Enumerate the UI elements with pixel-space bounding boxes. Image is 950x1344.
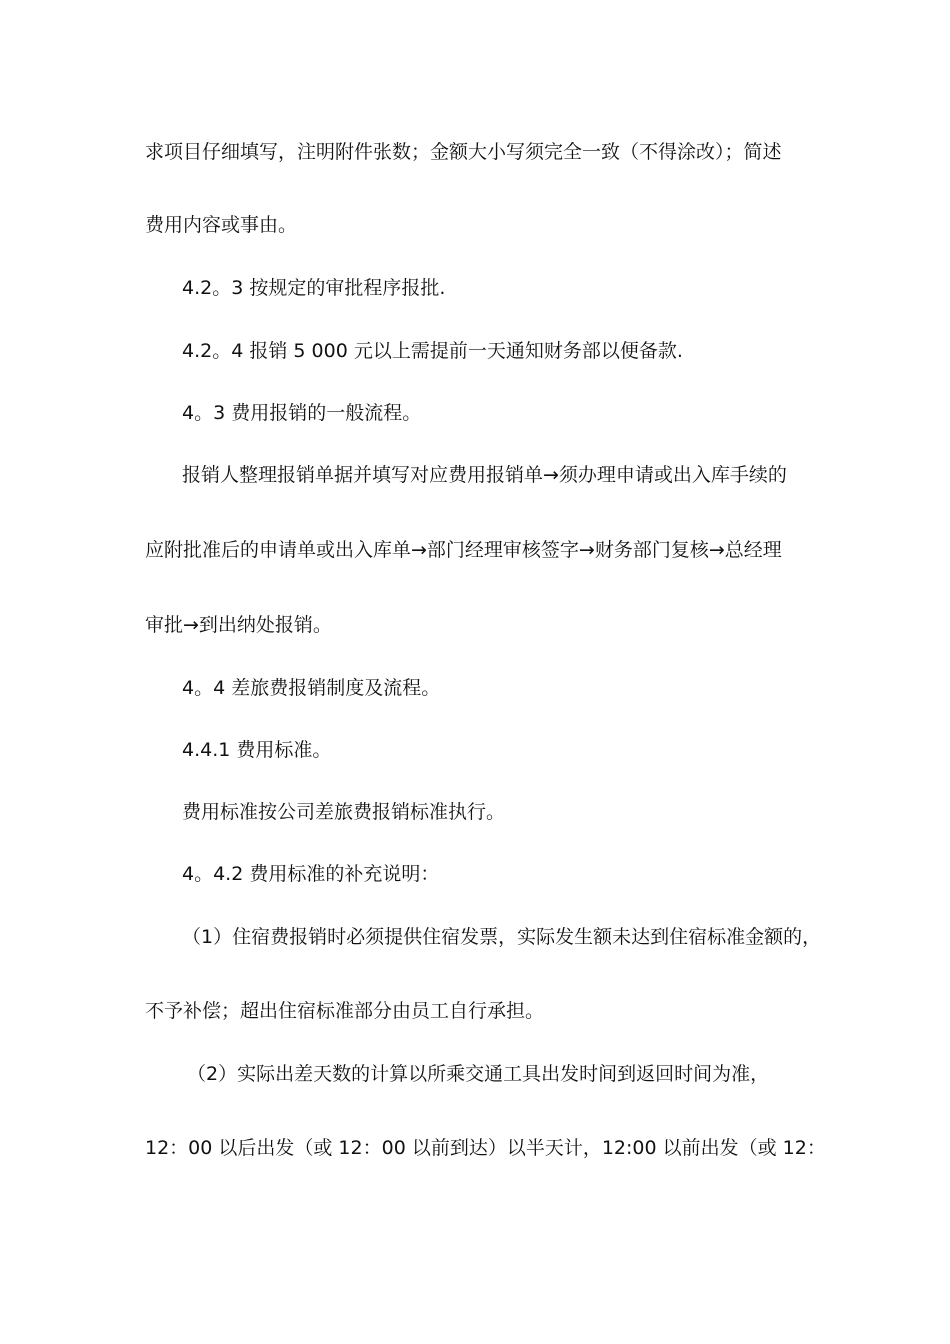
- paragraph-line: 费用内容或事由。: [145, 214, 298, 236]
- section-heading-4-4: 4。4 差旅费报销制度及流程。: [182, 677, 441, 699]
- section-heading-4-2-3: 4.2。3 按规定的审批程序报批.: [182, 277, 446, 299]
- paragraph-line: 费用标准按公司差旅费报销标准执行。: [182, 801, 506, 823]
- paragraph-line: （2）实际出差天数的计算以所乘交通工具出发时间到返回时间为准，: [187, 1063, 770, 1085]
- section-heading-4-3: 4。3 费用报销的一般流程。: [182, 402, 422, 424]
- section-heading-4-2-4: 4.2。4 报销 5 000 元以上需提前一天通知财务部以便备款.: [182, 340, 683, 362]
- paragraph-line: 12：00 以后出发（或 12：00 以前到达）以半天计，12:00 以前出发（或 12：: [145, 1137, 826, 1159]
- section-heading-4-4-2: 4。4.2 费用标准的补充说明：: [182, 863, 440, 885]
- paragraph-line: 不予补偿；超出住宿标准部分由员工自行承担。: [145, 1000, 545, 1022]
- section-heading-4-4-1: 4.4.1 费用标准。: [182, 739, 332, 761]
- paragraph-line: 求项目仔细填写，注明附件张数；金额大小写须完全一致（不得涂改）；简述: [145, 141, 782, 163]
- paragraph-line: 报销人整理报销单据并填写对应费用报销单→须办理申请或出入库手续的: [182, 464, 787, 486]
- paragraph-line: 审批→到出纳处报销。: [145, 614, 332, 636]
- paragraph-line: （1）住宿费报销时必须提供住宿发票，实际发生额未达到住宿标准金额的，: [182, 926, 822, 948]
- paragraph-line: 应附批准后的申请单或出入库单→部门经理审核签字→财务部门复核→总经理: [145, 539, 782, 561]
